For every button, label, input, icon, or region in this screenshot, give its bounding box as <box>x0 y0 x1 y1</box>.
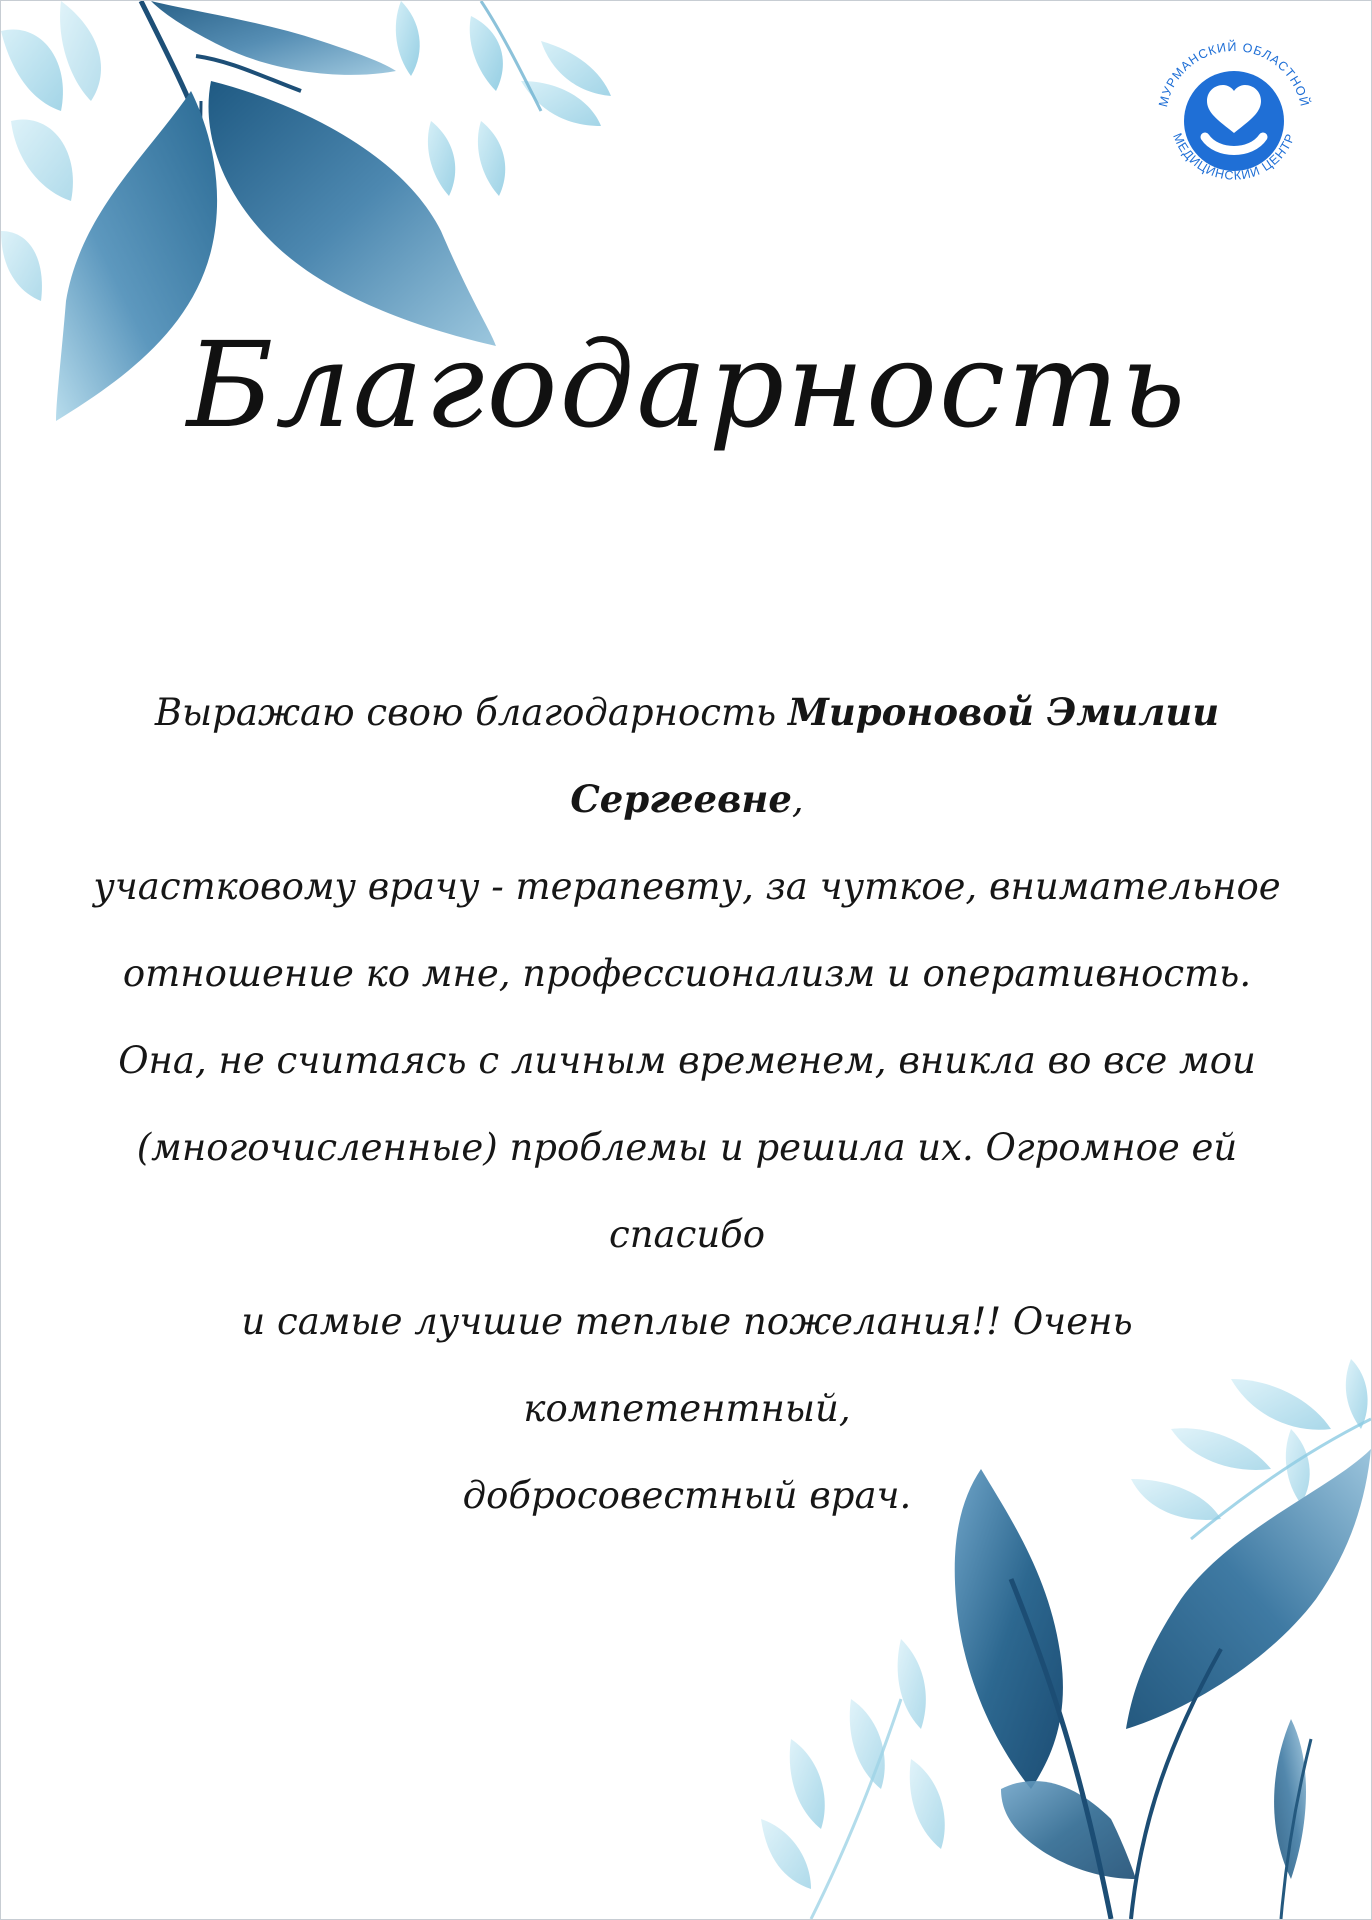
letter-body <box>81 669 1293 1539</box>
letter-line-6: и самые лучшие теплые пожелания!! Очень компетентный, <box>241 1300 1133 1430</box>
letter-line-2: участковому врачу - терапевту, за чуткое, внимательное <box>93 865 1281 908</box>
letter-after-name: , <box>791 778 804 821</box>
letter-line-1 <box>81 669 1293 843</box>
letter-line-5: (многочисленные) проблемы и решила их. Огромное ей спасибо <box>136 1126 1238 1256</box>
medical-center-logo <box>1149 31 1319 201</box>
letter-line-3: отношение ко мне, профессионализм и оперативность. <box>122 952 1252 995</box>
document-title: Благодарность <box>186 316 1188 454</box>
letter-line-7: добросовестный врач. <box>462 1474 912 1517</box>
letter-line-4: Она, не считаясь с личным временем, вникла во все мои <box>118 1039 1256 1082</box>
logo-bottom-text: МЕДИЦИНСКИЙ ЦЕНТР <box>1170 131 1298 183</box>
doctor-name: Мироновой Эмилии Сергеевне <box>570 690 1220 821</box>
logo-top-text: МУРМАНСКИЙ ОБЛАСТНОЙ <box>1156 39 1312 109</box>
letter-intro: Выражаю свою благодарность <box>154 691 788 734</box>
